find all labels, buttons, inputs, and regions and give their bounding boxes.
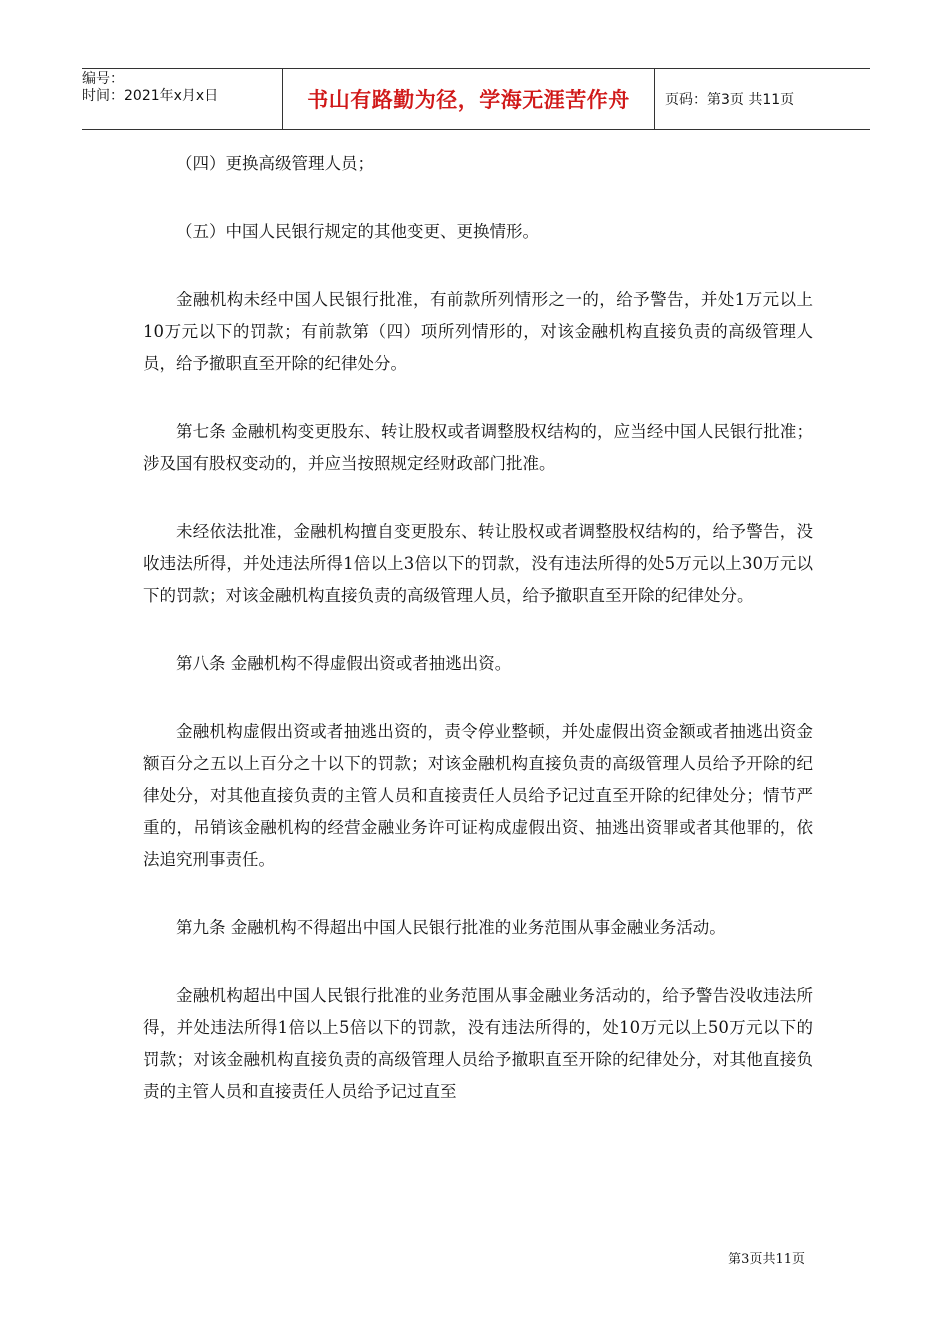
header-motto: 书山有路勤为径，学海无涯苦作舟	[282, 69, 655, 129]
document-body	[143, 148, 813, 1144]
header-meta	[82, 69, 282, 129]
header-page-label: 页码：第3页 共11页	[665, 92, 795, 108]
document-time-label: 时间：2021年x月x日	[82, 88, 219, 104]
page-footer: 第3页共11页	[728, 1252, 805, 1267]
paragraph-article-8: 第八条 金融机构不得虚假出资或者抽逃出资。	[176, 654, 512, 673]
paragraph-item-5: （五）中国人民银行规定的其他变更、更换情形。	[176, 222, 539, 241]
paragraph-penalty-1: 金融机构未经中国人民银行批准，有前款所列情形之一的，给予警告，并处1万元以上10万元以下的罚款；有前款第（四）项所列情形的，对该金融机构直接负责的高级管理人员，给予撤职直至开除的纪律处分。	[143, 290, 813, 373]
paragraph-penalty-4: 金融机构超出中国人民银行批准的业务范围从事金融业务活动的，给予警告没收违法所得，并处违法所得1倍以上5倍以下的罚款，没有违法所得的，处10万元以上50万元以下的罚款；对该金融机构直接负责的高级管理人员给予撤职直至开除的纪律处分，对其他直接负责的主管人员和直接责任人员给予记过直至	[143, 986, 813, 1101]
paragraph-penalty-2: 未经依法批准，金融机构擅自变更股东、转让股权或者调整股权结构的，给予警告，没收违法所得，并处违法所得1倍以上3倍以下的罚款，没有违法所得的处5万元以上30万元以下的罚款；对该金融机构直接负责的高级管理人员，给予撤职直至开除的纪律处分。	[143, 522, 813, 605]
paragraph-penalty-3: 金融机构虚假出资或者抽逃出资的，责令停业整顿，并处虚假出资金额或者抽逃出资金额百分之五以上百分之十以下的罚款；对该金融机构直接负责的高级管理人员给予开除的纪律处分，对其他直接负责的主管人员和直接责任人员给予记过直至开除的纪律处分；情节严重的，吊销该金融机构的经营金融业务许可证构成虚假出资、抽逃出资罪或者其他罪的，依法追究刑事责任。	[143, 722, 813, 869]
page-header	[82, 68, 870, 130]
document-number-label: 编号：	[82, 71, 124, 87]
paragraph-article-7: 第七条 金融机构变更股东、转让股权或者调整股权结构的，应当经中国人民银行批准；涉及国有股权变动的，并应当按照规定经财政部门批准。	[143, 422, 813, 473]
paragraph-item-4: （四）更换高级管理人员；	[176, 154, 374, 173]
paragraph-article-9: 第九条 金融机构不得超出中国人民银行批准的业务范围从事金融业务活动。	[176, 918, 726, 937]
